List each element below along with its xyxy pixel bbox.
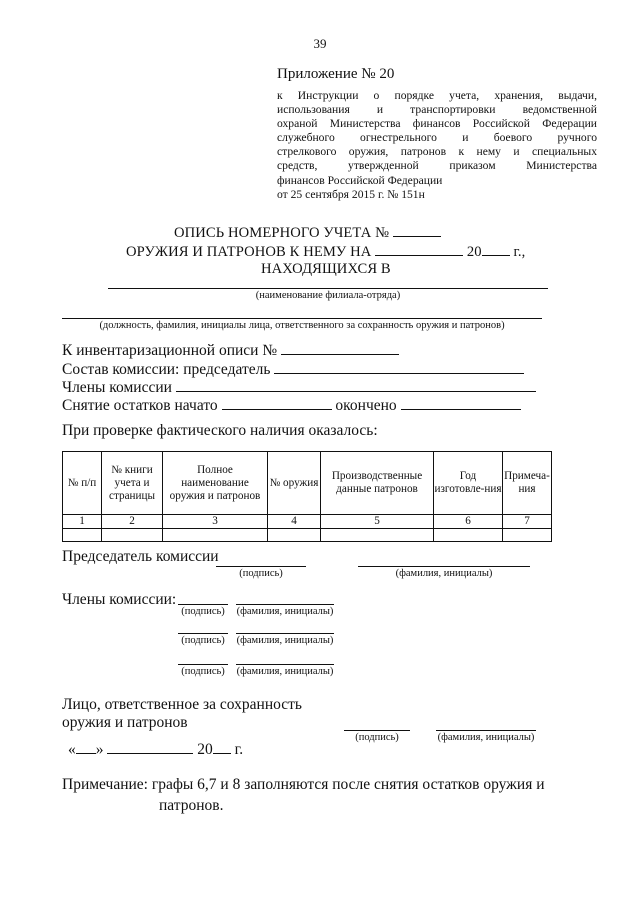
number-blank	[393, 223, 441, 237]
inventory-table	[62, 451, 552, 542]
doc-title-line1	[174, 223, 441, 242]
name-caption: (фамилия, инициалы)	[437, 732, 535, 743]
header-cell: Год изготовле-ния	[434, 452, 503, 515]
name-caption: (фамилия, инициалы)	[236, 606, 334, 617]
header-cell: Примеча-ния	[503, 452, 552, 515]
appendix-line: использования и транспортировки ведомственной	[277, 103, 597, 117]
appendix-reference	[277, 89, 597, 202]
appendix-line: охраной Министерства финансов Российской Федерации	[277, 117, 597, 131]
check-text: При проверке фактического наличия оказалось:	[62, 422, 378, 439]
signature-caption: (подпись)	[181, 606, 225, 617]
table-header-row	[63, 452, 552, 515]
appendix-line: к Инструкции о порядке учета, хранения, выдачи,	[277, 89, 597, 102]
members-field	[62, 378, 536, 397]
column-number: 4	[268, 515, 321, 529]
appendix-line: от 25 сентября 2015 г. № 151н	[277, 187, 425, 201]
members-blank	[176, 378, 536, 392]
column-number: 5	[321, 515, 434, 529]
table-cell	[434, 529, 503, 542]
date-blank	[375, 242, 463, 256]
table-cell	[63, 529, 102, 542]
inventory-blank	[281, 341, 399, 355]
chairman-name-line	[358, 566, 530, 567]
responsible-name-line	[436, 730, 536, 731]
note-line2: патронов.	[159, 797, 224, 814]
table-number-row	[63, 515, 552, 529]
commission-field	[62, 360, 524, 379]
column-number: 3	[163, 515, 268, 529]
member-signature-line	[178, 664, 228, 665]
responsible-line	[62, 318, 542, 319]
signature-caption: (подпись)	[355, 732, 399, 743]
responsible-signature-line	[344, 730, 410, 731]
quote-open: «	[68, 741, 76, 758]
table-cell	[321, 529, 434, 542]
table-cell	[102, 529, 163, 542]
year-suffix: г.,	[513, 244, 526, 260]
chairman-blank	[274, 360, 524, 374]
appendix-title: Приложение № 20	[277, 66, 395, 82]
table-cell	[163, 529, 268, 542]
date-field	[68, 740, 243, 759]
page-number: 39	[313, 36, 327, 51]
table-cell	[268, 529, 321, 542]
year-prefix: 20	[466, 244, 482, 260]
column-number: 1	[63, 515, 102, 529]
year-blank	[213, 740, 231, 754]
note-line1: Примечание: графы 6,7 и 8 заполняются после снятия остатков оружия и	[62, 776, 545, 793]
doc-title-line2	[126, 242, 525, 261]
appendix-line: финансов Российской Федерации	[277, 173, 443, 187]
signature-caption: (подпись)	[181, 666, 225, 677]
title-text: ОРУЖИЯ И ПАТРОНОВ К НЕМУ НА	[126, 244, 372, 260]
quote-close: »	[95, 741, 104, 758]
chairman-signature-line	[216, 566, 306, 567]
signature-caption: (подпись)	[181, 635, 225, 646]
inventory-field	[62, 341, 399, 360]
member-name-line	[236, 664, 334, 665]
stocktake-field	[62, 396, 521, 415]
appendix-line: стрелкового оружия, патронов к нему и специальных	[277, 145, 597, 159]
year-blank	[482, 242, 510, 256]
end-blank	[401, 396, 521, 410]
chairman-signature-label: Председатель комиссии	[62, 548, 219, 565]
title-text: ОПИСЬ НОМЕРНОГО УЧЕТА №	[174, 225, 390, 241]
members-signature-label: Члены комиссии:	[62, 591, 177, 608]
appendix-line: служебного огнестрельного и боевого ручного	[277, 131, 597, 145]
header-cell: Полное наименование оружия и патронов	[163, 452, 268, 515]
column-number: 6	[434, 515, 503, 529]
doc-title-line3: НАХОДЯЩИХСЯ В	[261, 261, 391, 277]
year-prefix: 20	[197, 741, 213, 758]
start-blank	[222, 396, 332, 410]
member-signature-line	[178, 604, 228, 605]
year-suffix: г.	[234, 741, 244, 758]
members-label: Члены комиссии	[62, 379, 172, 396]
member-name-line	[236, 604, 334, 605]
member-signature-line	[178, 633, 228, 634]
header-cell: Производственные данные патронов	[321, 452, 434, 515]
table-cell	[503, 529, 552, 542]
column-number: 7	[503, 515, 552, 529]
responsible-caption: (должность, фамилия, инициалы лица, ответственного за сохранность оружия и патронов)	[99, 320, 505, 331]
header-cell: № п/п	[63, 452, 102, 515]
header-cell: № оружия	[268, 452, 321, 515]
header-cell: № книги учета и страницы	[102, 452, 163, 515]
name-caption: (фамилия, инициалы)	[236, 635, 334, 646]
inventory-label: К инвентаризационной описи №	[62, 342, 278, 359]
name-caption: (фамилия, инициалы)	[236, 666, 334, 677]
appendix-line: средств, утвержденной приказом Министерства	[277, 159, 597, 173]
commission-label: Состав комиссии: председатель	[62, 361, 271, 378]
start-label: Снятие остатков начато	[62, 397, 218, 414]
day-blank	[76, 740, 96, 754]
name-caption: (фамилия, инициалы)	[395, 568, 493, 579]
signature-caption: (подпись)	[239, 568, 283, 579]
branch-caption: (наименование филиала-отряда)	[255, 290, 401, 301]
member-name-line	[236, 633, 334, 634]
column-number: 2	[102, 515, 163, 529]
table-empty-row	[63, 529, 552, 542]
end-label: окончено	[335, 397, 397, 414]
branch-line	[108, 288, 548, 289]
responsible-label-line1: Лицо, ответственное за сохранность	[62, 696, 302, 713]
month-blank	[107, 740, 193, 754]
responsible-label-line2: оружия и патронов	[62, 714, 188, 731]
